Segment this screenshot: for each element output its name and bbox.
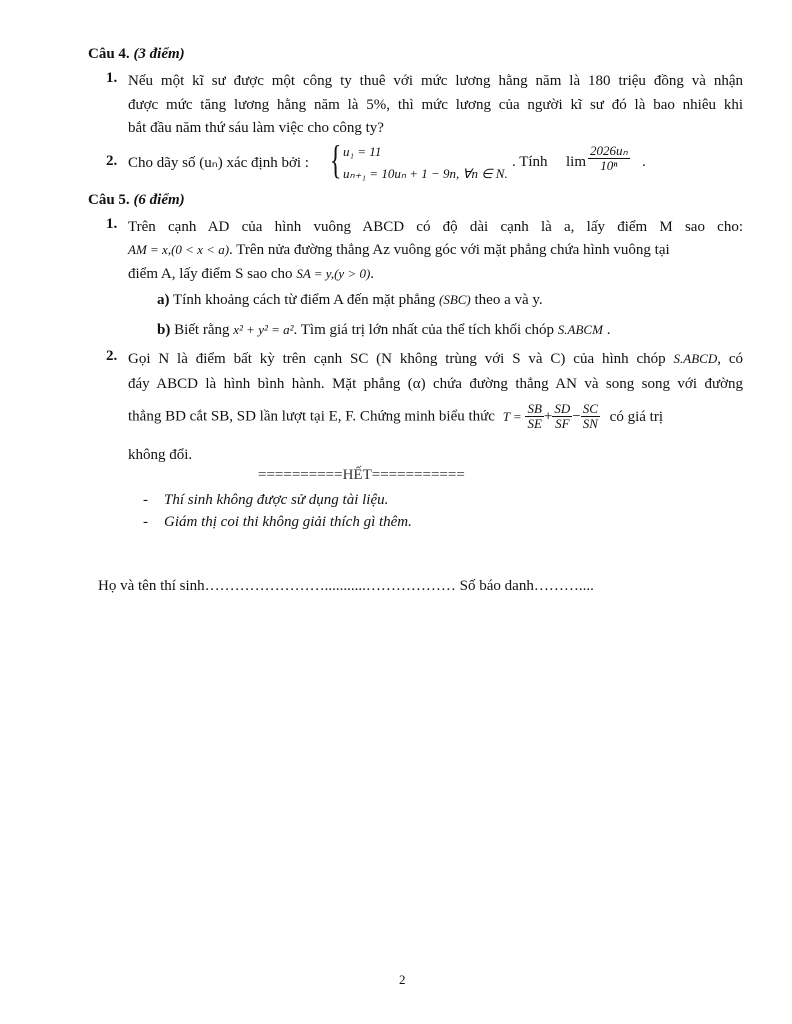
- note-item: Giám thị coi thi không giải thích gì thêm.: [164, 514, 412, 530]
- question-5-heading: Câu 5. (6 điểm): [88, 192, 185, 208]
- q4-part2-tinh: . Tính: [512, 154, 548, 170]
- q5-part1-line1: Trên cạnh AD của hình vuông ABCD có độ dài cạnh là a, lấy điểm M sao cho:: [128, 219, 743, 235]
- note-bullet: -: [143, 492, 148, 508]
- q4-part1-line1: Nếu một kĩ sư được một công ty thuê với mức lương hằng năm là 180 triệu đồng và nhận: [128, 73, 743, 89]
- candidate-info-line: Họ và tên thí sinh……………………...........……………… Số báo danh………....: [98, 578, 594, 594]
- limit-numerator: 2026uₙ: [590, 143, 628, 158]
- q4-part2-number: 2.: [106, 153, 118, 169]
- note-item: Thí sinh không được sử dụng tài liệu.: [164, 492, 389, 508]
- q5-part1a: a) Tính khoảng cách từ điểm A đến mặt phẳng (SBC) theo a và y.: [157, 292, 543, 308]
- limit-fraction: [588, 144, 630, 173]
- note-bullet: -: [143, 514, 148, 530]
- q4-part1-line3: bắt đầu năm thứ sáu làm việc cho công ty?: [128, 120, 384, 136]
- limit-denominator: 10ⁿ: [600, 158, 618, 173]
- end-marker: ==========HẾT===========: [258, 467, 465, 483]
- q5-part1-line2: AM = x,(0 < x < a). Trên nửa đường thẳng Az vuông góc với mặt phẳng chứa hình vuông tại: [128, 242, 670, 258]
- q5-part2-line4: không đổi.: [128, 447, 193, 463]
- q4-part2-lead: Cho dãy số (uₙ) xác định bởi :: [128, 155, 309, 171]
- q4-part1-number: 1.: [106, 70, 118, 86]
- page-number: 2: [399, 972, 406, 987]
- q5-part2-line1: Gọi N là điểm bất kỳ trên cạnh SC (N không trùng với S và C) của hình chóp S.ABCD, có: [128, 351, 743, 367]
- q5-part2-number: 2.: [106, 348, 118, 364]
- q5-part1b: b) Biết rằng x² + y² = a². Tìm giá trị lớn nhất của thể tích khối chóp S.ABCM .: [157, 322, 611, 338]
- question-4-heading: Câu 4. (3 điểm): [88, 46, 185, 62]
- q5-part1-line3: điểm A, lấy điểm S sao cho SA = y,(y > 0).: [128, 266, 375, 282]
- q4-part1-line2: được mức tăng lương hằng năm là 5%, thì mức lương của người kĩ sư đó là bao nhiêu khi: [128, 97, 743, 113]
- q5-part2-line2: đáy ABCD là hình bình hành. Mặt phẳng (α) chứa đường thẳng AN và song song với đường: [128, 376, 743, 392]
- system-eq1: u₁ = 11: [343, 144, 382, 159]
- limit-label: lim: [566, 154, 587, 170]
- system-eq2: uₙ₊₁ = 10uₙ + 1 − 9n, ∀n ∈ N.: [343, 166, 508, 181]
- system-brace: {: [329, 137, 342, 182]
- q5-part1-number: 1.: [106, 216, 118, 232]
- q4-part2-end: .: [642, 154, 646, 170]
- q5-part2-line3: thẳng BD cắt SB, SD lần lượt tại E, F. Chứng minh biểu thức T = $\frac{SB}{SE}$ + $\frac{SD}{SF}$ − $\frac{SC}{SN}$ có giá trị: [128, 401, 663, 431]
